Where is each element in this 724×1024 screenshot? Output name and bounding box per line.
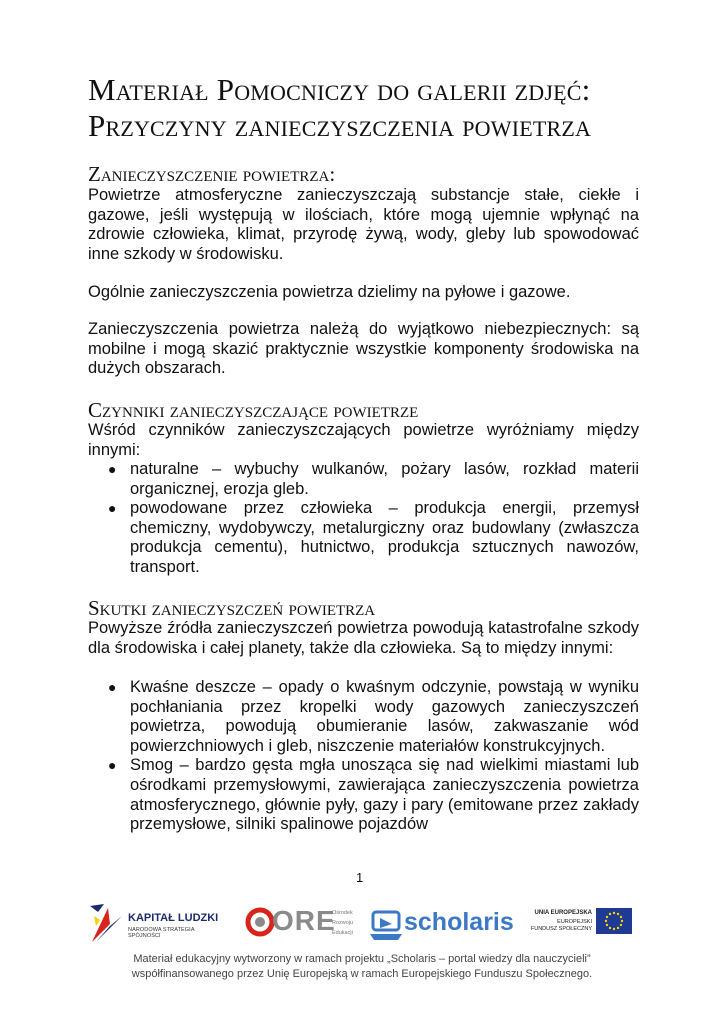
paragraph-division: Ogólnie zanieczyszczenia powietrza dzielimy na pyłowe i gazowe.: [88, 283, 571, 301]
eu-subtitle: [531, 919, 592, 933]
scholaris-text: scholaris: [404, 908, 514, 936]
kapital-ludzki-text: KAPITAŁ LUDZKI: [128, 912, 219, 924]
footer-line-1: Materiał edukacyjny wytworzony w ramach projektu „Scholaris – portal wiedzy dla nauczycieli”: [133, 953, 591, 965]
ore-subtext: [332, 908, 353, 938]
paragraph-effects-intro: Powyższe źródła zanieczyszczeń powietrza powodują katastrofalne szkody dla środowiska i całej planety, także dla człowieka. Są to między innymi:: [88, 619, 639, 657]
bullet-icon: ●: [108, 500, 117, 517]
footer-note: [100, 952, 624, 982]
list-item: [108, 499, 639, 577]
section-heading-effects: Skutki zanieczyszczeń powietrza: [88, 596, 376, 620]
page-title: [88, 72, 688, 144]
list-item-text: powodowane przez człowieka – produkcja energii, przemysł chemiczny, wydobywczy, metalurgiczny oraz budowlany (zwłaszcza produkcja cementu), hutnictwo, produkcja sztucznych nawozów, transport.: [130, 499, 639, 576]
eu-flag-icon: [596, 908, 632, 934]
list-item: [108, 678, 639, 756]
list-item-text: Smog – bardzo gęsta mgła unosząca się nad wielkimi miastami lub ośrodkami przemysłowymi, zawierająca zanieczyszczenia powietrza atmosferycznego, głównie pyły, gazy i pary (emitowane przez zakłady przemysłowe, silniki spalinowe pojazdów: [130, 756, 639, 834]
ore-subtext-line: Ośrodek: [332, 910, 353, 916]
section-heading-air-pollution: Zanieczyszczenie powietrza:: [88, 162, 336, 186]
ore-logo: [250, 902, 354, 946]
footer-line-2: współfinansowanego przez Unię Europejską w ramach Europejskiego Funduszu Społecznego.: [131, 968, 593, 980]
scholaris-logo: [370, 906, 514, 946]
title-line-2: Przyczyny zanieczyszczenia powietrza: [88, 108, 592, 143]
scholaris-laptop-icon: [370, 906, 404, 942]
factors-list: [108, 460, 639, 578]
paragraph-danger: Zanieczyszczenia powietrza należą do wyjątkowo niebezpiecznych: są mobilne i mogą skazić praktycznie wszystkie komponenty środowiska na dużych obszarach.: [88, 320, 639, 378]
kapital-ludzki-logo: [88, 902, 228, 946]
kapital-ludzki-emblem-icon: [88, 902, 126, 946]
eu-title: UNIA EUROPEJSKA: [534, 910, 592, 916]
list-item: [108, 460, 639, 499]
list-item: [108, 756, 639, 834]
paragraph-factors-intro: Wśród czynników zanieczyszczających powietrze wyróżniamy między innymi:: [88, 421, 639, 459]
ore-text: ORE: [272, 905, 336, 936]
section-heading-factors: Czynniki zanieczyszczające powietrze: [88, 398, 419, 422]
ore-subtext-line: Edukacji: [332, 930, 353, 936]
ore-subtext-line: Rozwoju: [332, 920, 354, 926]
bullet-icon: ●: [108, 757, 117, 774]
page-number: 1: [356, 870, 364, 885]
paragraph-definition: Powietrze atmosferyczne zanieczyszczają substancje stałe, ciekłe i gazowe, jeśli występują w ilościach, które mogą ujemnie wpłynąć na zdrowie człowieka, klimat, przyrodę żywą, wody, gleby lub spowodować inne szkody w środowisku.: [88, 186, 639, 263]
title-line-1: Materiał Pomocniczy do galerii zdjęć:: [88, 72, 591, 107]
logo-bar: [88, 898, 648, 948]
bullet-icon: ●: [108, 679, 117, 695]
kapital-ludzki-subtext: NARODOWA STRATEGIA SPÓJNOŚCI: [128, 927, 195, 939]
eu-subtitle-line: FUNDUSZ SPOŁECZNY: [530, 926, 592, 932]
list-item-text: naturalne – wybuchy wulkanów, pożary lasów, rozkład materii organicznej, erozja gleb.: [130, 460, 639, 498]
ore-ring-icon: [244, 904, 274, 944]
bullet-icon: ●: [108, 461, 117, 477]
eu-subtitle-line: EUROPEJSKI: [557, 919, 592, 925]
effects-list: [108, 678, 639, 835]
list-item-text: Kwaśne deszcze – opady o kwaśnym odczynie, powstają w wyniku pochłaniania przez kropelki wody gazowych zanieczyszczeń powietrza, powodują obumieranie lasów, zakwaszanie wód powierzchniowych i gleb, niszczenie materiałów konstrukcyjnych.: [130, 678, 639, 755]
eu-logo: [528, 908, 632, 946]
